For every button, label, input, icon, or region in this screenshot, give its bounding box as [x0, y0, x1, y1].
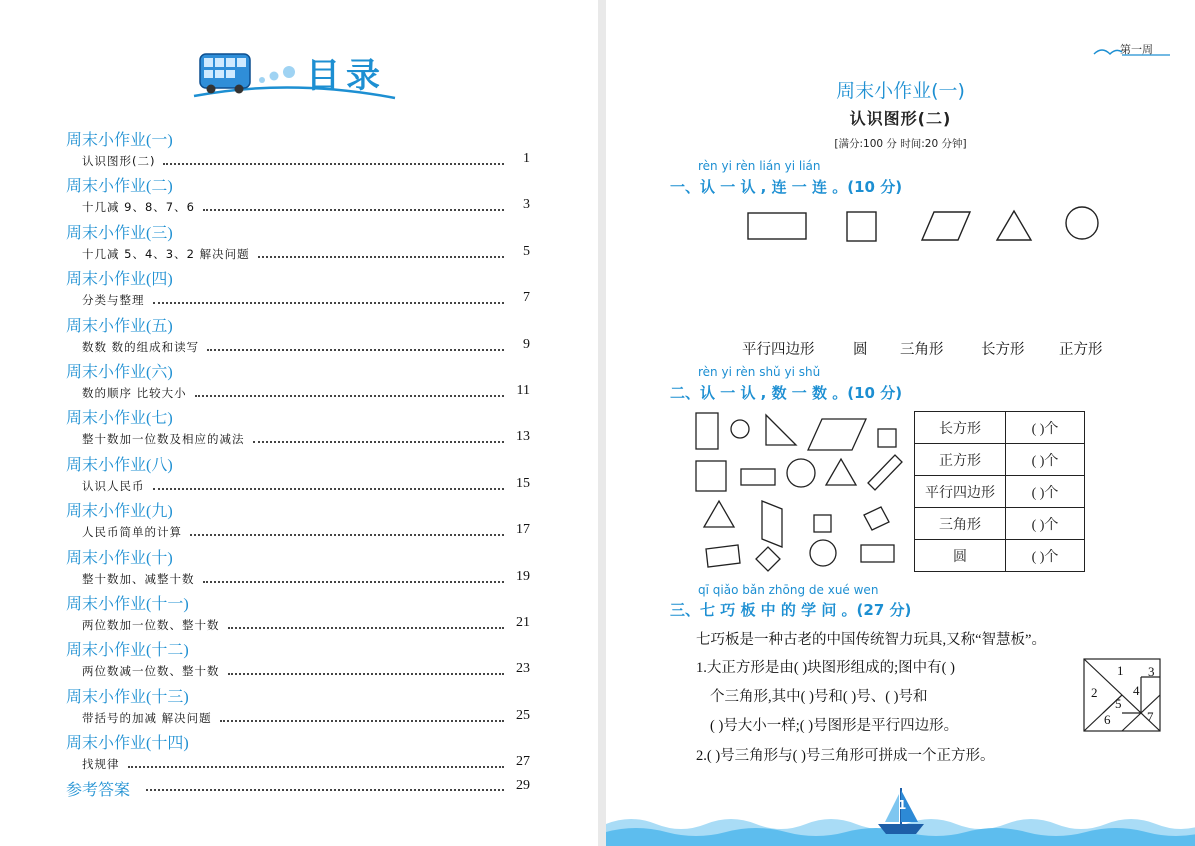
toc-topic: 找规律	[82, 757, 120, 772]
toc-week-heading: 周末小作业(十四)	[66, 735, 189, 753]
section2-pinyin: rèn yi rèn shǔ yi shǔ	[698, 365, 821, 379]
toc-page-number: 15	[516, 475, 530, 491]
tangram-intro: 七巧板是一种古老的中国传统智力玩具,又称“智慧板”。	[696, 632, 1046, 648]
toc-leader-dots	[163, 163, 504, 165]
shape-rectangle	[748, 213, 806, 239]
count-answer-blank[interactable]: ( )个	[1006, 540, 1085, 572]
count-answer-blank[interactable]: ( )个	[1006, 444, 1085, 476]
shape-square	[847, 212, 876, 241]
count-answer-blank[interactable]: ( )个	[1006, 508, 1085, 540]
section2-shape-collection	[690, 405, 915, 575]
count-table-row	[915, 444, 1085, 476]
toc-week-heading: 周末小作业(十二)	[66, 642, 189, 660]
tangram-label-4: 4	[1133, 683, 1140, 698]
question1-line1: 1.大正方形是由( )块图形组成的;图中有( )	[696, 660, 955, 676]
bus-icon	[200, 54, 250, 94]
shape-type-cell: 长方形	[915, 412, 1006, 444]
count-table-row	[915, 412, 1085, 444]
toc-leader-dots	[228, 673, 505, 675]
toc-week-heading: 周末小作业(九)	[66, 503, 173, 521]
tangram-label-6: 6	[1104, 712, 1111, 727]
toc-title: 目录	[306, 56, 386, 96]
section1-title: 一、认 一 认 , 连 一 连 。(10 分)	[670, 178, 903, 196]
shape-name-label: 正方形	[1059, 342, 1103, 358]
score-time-info: [满分:100 分 时间:20 分钟]	[834, 138, 967, 150]
toc-topic: 分类与整理	[82, 293, 145, 308]
shape-type-cell: 平行四边形	[915, 476, 1006, 508]
count-table-row	[915, 540, 1085, 572]
count-table-row	[915, 476, 1085, 508]
shape-count-table	[914, 411, 1085, 572]
shape-name-label: 三角形	[900, 342, 944, 358]
toc-leader-dots	[203, 581, 505, 583]
toc-page-number: 5	[523, 243, 530, 259]
toc-leader-dots	[253, 441, 505, 443]
section1-pinyin: rèn yi rèn lián yi lián	[698, 159, 821, 173]
toc-page-number: 25	[516, 707, 530, 723]
question1-line3: ( )号大小一样;( )号图形是平行四边形。	[710, 718, 959, 734]
tangram-figure	[1082, 657, 1164, 733]
toc-leader-dots	[146, 789, 504, 791]
toc-week-heading: 周末小作业(六)	[66, 364, 173, 381]
toc-page-number: 9	[523, 336, 530, 352]
section3-pinyin: qī qiǎo bǎn zhōng de xué wen	[698, 583, 879, 597]
question1-line2: 个三角形,其中( )号和( )号、( )号和	[710, 689, 928, 705]
shape-type-cell: 圆	[915, 540, 1006, 572]
toc-page-number: 13	[516, 429, 530, 445]
toc-page-number: 29	[516, 777, 530, 793]
toc-topic: 整十数加一位数及相应的减法	[82, 432, 245, 447]
toc-week-heading: 周末小作业(五)	[66, 317, 173, 335]
week-tag: 第一周	[1120, 43, 1153, 56]
shape-triangle	[997, 211, 1031, 240]
toc-topic: 两位数减一位数、整十数	[82, 664, 220, 679]
toc-topic: 十几减 5、4、3、2 解决问题	[82, 246, 250, 261]
toc-week-heading: 周末小作业(八)	[66, 456, 173, 474]
tangram-label-2: 2	[1091, 685, 1098, 700]
toc-week-heading: 周末小作业(三)	[66, 224, 173, 242]
sheet-subtitle: 认识图形(二)	[849, 109, 952, 128]
toc-leader-dots	[203, 209, 504, 211]
toc-page-number: 11	[516, 383, 530, 398]
toc-week-heading: 周末小作业(十一)	[66, 596, 189, 613]
toc-page-number: 23	[516, 661, 530, 677]
shape-name-label: 平行四边形	[742, 342, 815, 358]
toc-week-heading: 周末小作业(七)	[66, 410, 173, 428]
toc-topic: 整十数加、减整十数	[82, 571, 195, 586]
shape-type-cell: 三角形	[915, 508, 1006, 540]
page-number: 1	[898, 798, 907, 812]
section2-title: 二、认 一 认 , 数 一 数 。(10 分)	[670, 384, 903, 402]
shape-parallelogram	[922, 212, 970, 240]
toc-page-number: 3	[523, 197, 530, 213]
toc-topic: 认识图形(二)	[82, 154, 156, 168]
toc-leader-dots	[195, 395, 504, 397]
toc-leader-dots	[207, 349, 504, 351]
toc-topic: 带括号的加减 解决问题	[82, 710, 212, 725]
toc-topic: 认识人民币	[82, 478, 145, 493]
count-answer-blank[interactable]: ( )个	[1006, 412, 1085, 444]
toc-page-number: 17	[516, 522, 530, 538]
shape-name-label: 圆	[853, 342, 868, 358]
toc-week-heading: 周末小作业(二)	[66, 178, 173, 196]
question2: 2.( )号三角形与( )号三角形可拼成一个正方形。	[696, 748, 995, 764]
toc-topic: 两位数加一位数、整十数	[82, 618, 220, 632]
toc-leader-dots	[190, 534, 504, 536]
toc-week-heading: 周末小作业(四)	[66, 271, 173, 289]
tangram-label-5: 5	[1115, 696, 1122, 711]
shape-type-cell: 正方形	[915, 444, 1006, 476]
sheet-title: 周末小作业(一)	[836, 80, 965, 102]
toc-topic: 人民币简单的计算	[82, 525, 182, 540]
toc-leader-dots	[228, 627, 505, 629]
toc-week-heading: 周末小作业(十)	[66, 549, 173, 567]
toc-page-number: 19	[516, 568, 530, 584]
tangram-label-3: 3	[1148, 664, 1155, 679]
section3-title: 三、七 巧 板 中 的 学 问 。(27 分)	[670, 601, 912, 619]
toc-answers-heading: 参考答案	[66, 781, 131, 799]
toc-page-number: 21	[516, 615, 530, 630]
tangram-label-7: 7	[1147, 709, 1154, 724]
toc-leader-dots	[220, 720, 504, 722]
shape-name-label: 长方形	[981, 342, 1025, 358]
toc-leader-dots	[153, 488, 505, 490]
count-answer-blank[interactable]: ( )个	[1006, 476, 1085, 508]
toc-leader-dots	[153, 302, 505, 304]
toc-page-number: 7	[523, 290, 530, 306]
toc-topic: 数数 数的组成和读写	[82, 339, 200, 354]
toc-week-heading: 周末小作业(十三)	[66, 688, 189, 706]
worksheet-page	[606, 0, 1195, 846]
shape-circle	[1066, 207, 1098, 239]
toc-leader-dots	[258, 256, 504, 258]
toc-page-number: 27	[516, 754, 530, 770]
toc-week-heading: 周末小作业(一)	[66, 132, 173, 149]
toc-page-number: 1	[523, 151, 530, 166]
toc-topic: 十几减 9、8、7、6	[82, 200, 195, 215]
tangram-label-1: 1	[1117, 663, 1124, 678]
toc-leader-dots	[128, 766, 505, 768]
toc-topic: 数的顺序 比较大小	[82, 386, 187, 400]
section1-shapes	[736, 200, 1116, 250]
count-table-row	[915, 508, 1085, 540]
